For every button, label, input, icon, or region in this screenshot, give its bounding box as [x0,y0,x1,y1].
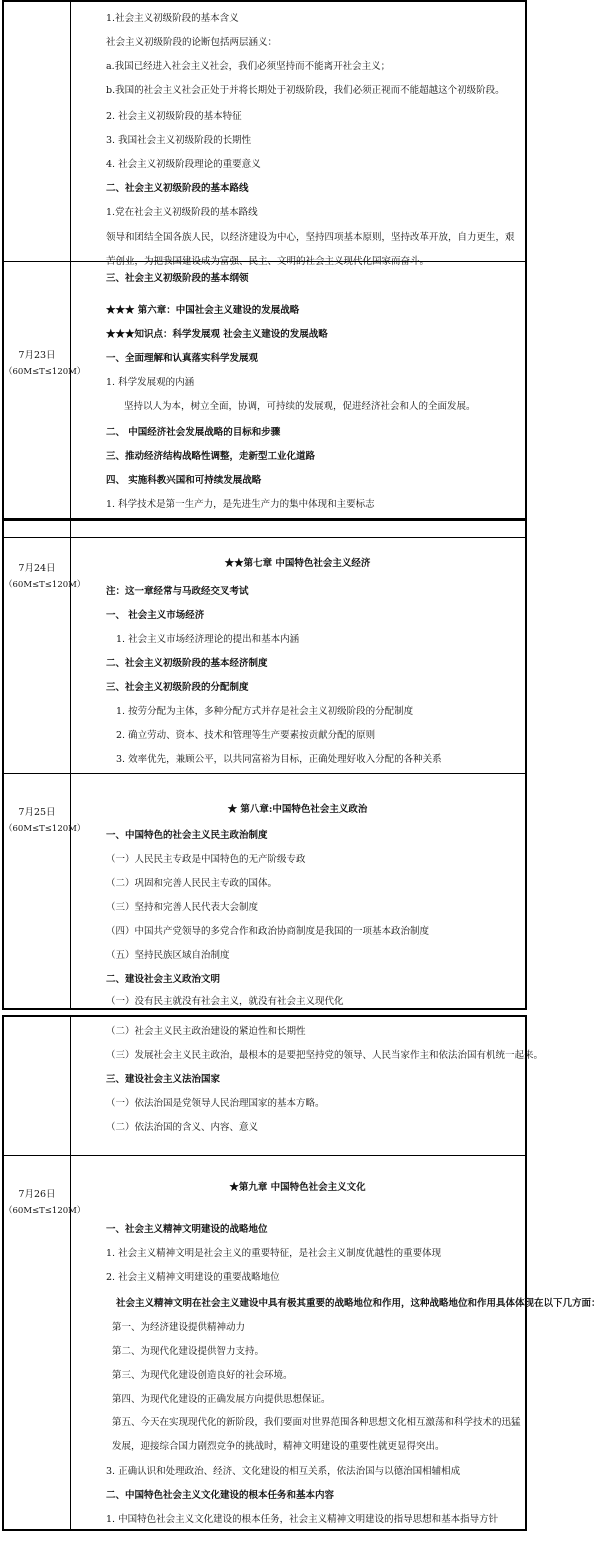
date-cell [4,1187,86,1219]
section-heading: 三、建设社会主义法治国家 [106,1074,221,1085]
knowledge-point: ★★★知识点：科学发展观 社会主义建设的发展战略 [106,329,328,340]
schedule-table-section-2 [2,519,527,1010]
column-divider [70,1017,71,1529]
emphasis-line: 社会主义精神文明在社会主义建设中具有极其重要的战略地位和作用，这种战略地位和作用具体体现在以下几方面： [116,1298,601,1309]
text-line: 1. 按劳分配为主体，多种分配方式并存是社会主义初级阶段的分配制度 [116,706,414,717]
date-label: 7月26日 [18,1189,56,1200]
chapter-heading: ★ 第八章:中国特色社会主义政治 [227,804,368,815]
text-line: （一）依法治国是党领导人民治理国家的基本方略。 [106,1098,325,1109]
text-line: 1. 科学发展观的内涵 [106,377,195,388]
section-heading: 二、社会主义初级阶段的基本经济制度 [106,658,268,669]
text-line: （三）坚持和完善人民代表大会制度 [106,902,259,913]
section-heading: 三、推动经济结构战略性调整，走新型工业化道路 [106,451,316,462]
date-cell [4,561,86,593]
section-heading: 二、社会主义初级阶段的基本路线 [106,183,249,194]
time-range-label: （60M≤T≤120M） [4,824,86,834]
section-heading: 一、全面理解和认真落实科学发展观 [106,353,259,364]
chapter-heading: ★★第七章 中国特色社会主义经济 [224,558,371,569]
text-line: 1. 中国特色社会主义文化建设的根本任务，社会主义精神文明建设的指导思想和基本指导方针 [106,1514,499,1525]
date-label: 7月25日 [18,807,56,818]
text-line: 1.社会主义初级阶段的基本含义 [106,13,239,24]
section-heading: 二、建设社会主义政治文明 [106,974,221,985]
date-label: 7月23日 [18,350,56,361]
text-paragraph: 第五、今天在实现现代化的新阶段，我们要面对世界范围各种思想文化相互激荡和科学技术的迅猛发展，迎接综合国力剧烈竞争的挑战时，精神文明建设的重要性就更显得突出。 [112,1417,521,1452]
text-line: 第二、为现代化建设提供智力支持。 [112,1346,265,1357]
date-cell [4,348,86,380]
text-line: （一）人民民主专政是中国特色的无产阶级专政 [106,854,306,865]
text-line: 1. 社会主义市场经济理论的提出和基本内涵 [116,634,300,645]
time-range-label: （60M≤T≤120M） [4,1206,86,1216]
date-cell [4,805,86,837]
text-line: （二）依法治国的含义、内容、意义 [106,1122,259,1133]
text-line: 1. 社会主义精神文明是社会主义的重要特征，是社会主义制度优越性的重要体现 [106,1248,442,1259]
text-line: b.我国的社会主义社会正处于并将长期处于初级阶段，我们必须正视而不能超越这个初级阶段。 [106,85,505,96]
text-line: 社会主义初级阶段的论断包括两层涵义： [106,37,278,48]
text-line: 1. 科学技术是第一生产力，是先进生产力的集中体现和主要标志 [106,499,375,510]
text-line: （二）巩固和完善人民民主专政的国体。 [106,878,278,889]
time-range-label: （60M≤T≤120M） [4,580,86,590]
text-line: 1.党在社会主义初级阶段的基本路线 [106,207,258,218]
text-line: （二）社会主义民主政治建设的紧迫性和长期性 [106,1026,306,1037]
text-line: 2. 社会主义精神文明建设的重要战略地位 [106,1272,280,1283]
section-heading: 二、 中国经济社会发展战略的目标和步骤 [106,427,281,438]
section-heading: 一、中国特色的社会主义民主政治制度 [106,830,268,841]
note-line: 注：这一章经常与马政经交叉考试 [106,586,249,597]
text-line: 第三、为现代化建设创造良好的社会环境。 [112,1370,293,1381]
top-spacer-row [4,521,525,538]
text-line: （三）发展社会主义民主政治，最根本的是要把坚持党的领导、人民当家作主和依法治国有机统一起来。 [106,1050,544,1061]
chapter-heading: ★第九章 中国特色社会主义文化 [229,1182,366,1193]
section-heading: 四、 实施科教兴国和可持续发展战略 [106,475,262,486]
text-paragraph: 领导和团结全国各族人民，以经济建设为中心，坚持四项基本原则，坚持改革开放，自力更生，艰苦创业，为把我国建设成为富强、民主、文明的社会主义现代化国家而奋斗。 [106,232,515,267]
text-line: 4. 社会主义初级阶段理论的重要意义 [106,159,261,170]
text-line: （五）坚持民族区域自治制度 [106,950,230,961]
schedule-table-section-1 [2,0,527,520]
text-line: 第四、为现代化建设的正确发展方向提供思想保证。 [112,1394,331,1405]
column-divider [70,2,71,518]
schedule-table-section-3 [2,1015,601,1531]
section-heading: 三、社会主义初级阶段的分配制度 [106,682,249,693]
date-label: 7月24日 [18,563,56,574]
section-heading: 三、社会主义初级阶段的基本纲领 [106,273,249,284]
row-divider [4,1155,525,1156]
text-line: （四）中国共产党领导的多党合作和政治协商制度是我国的一项基本政治制度 [106,926,430,937]
row-divider [4,773,525,774]
section-heading: 一、 社会主义市场经济 [106,610,205,621]
section-heading: 二、中国特色社会主义文化建设的根本任务和基本内容 [106,1490,335,1501]
text-line: 坚持以人为本，树立全面，协调，可持续的发展观，促进经济社会和人的全面发展。 [124,401,476,412]
text-line: 第一、为经济建设提供精神动力 [112,1322,246,1333]
chapter-heading: ★★★ 第六章：中国社会主义建设的发展战略 [106,305,300,316]
text-line: 3. 我国社会主义初级阶段的长期性 [106,135,252,146]
section-heading: 一、社会主义精神文明建设的战略地位 [106,1224,268,1235]
text-line: 3. 正确认识和处理政治、经济、文化建设的相互关系，依法治国与以德治国相辅相成 [106,1466,461,1477]
text-line: 2. 社会主义初级阶段的基本特征 [106,111,242,122]
time-range-label: （60M≤T≤120M） [4,367,86,377]
text-line: a.我国已经进入社会主义社会，我们必须坚持而不能离开社会主义； [106,61,391,72]
column-divider [70,521,71,1008]
text-line: 3. 效率优先，兼顾公平，以共同富裕为目标，正确处理好收入分配的各种关系 [116,754,442,765]
text-line: （一）没有民主就没有社会主义，就没有社会主义现代化 [106,996,344,1007]
text-line: 2. 确立劳动、资本、技术和管理等生产要素按贡献分配的原则 [116,730,376,741]
